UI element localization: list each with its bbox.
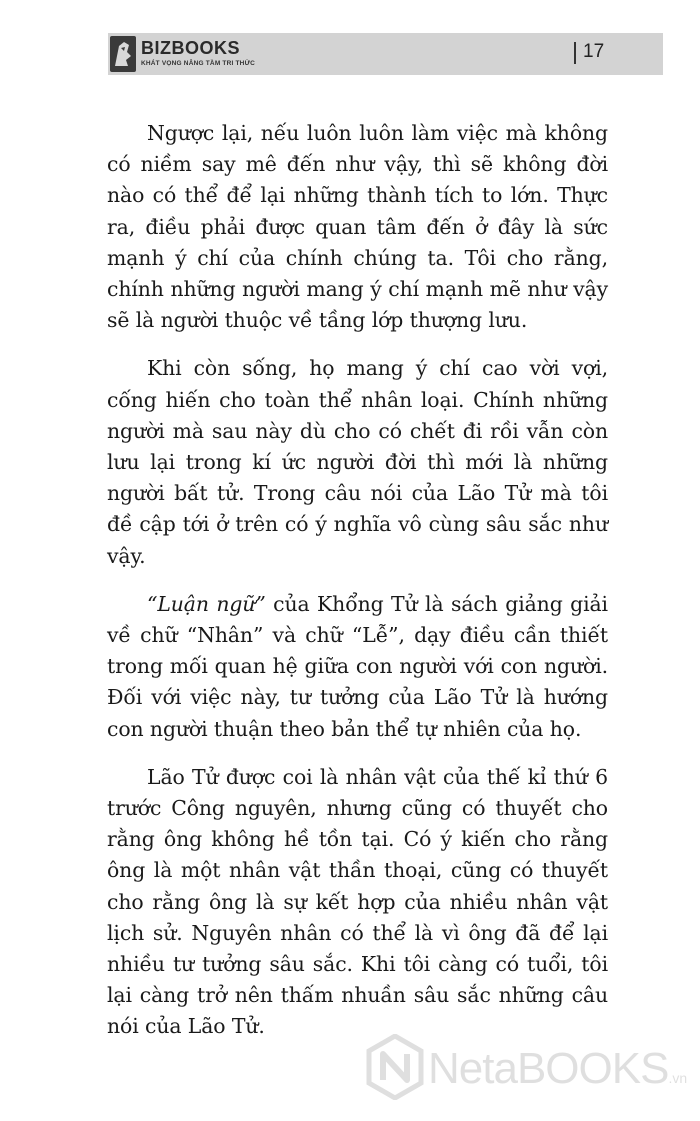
paragraph-3 bbox=[107, 589, 608, 745]
paragraph-4 bbox=[107, 762, 608, 1043]
paragraph-1-text: Ngược lại, nếu luôn luôn làm việc mà không có niềm say mê đến như vậy, thì sẽ không đời nào có thể để lại những thành tích to lớn. Thực ra, điều phải được quan tâm đến ở đây là sức mạnh ý chí của chính chúng ta. Tôi cho rằng, chính những người mang ý chí mạnh mẽ như vậy sẽ là người thuộc về tầng lớp thượng lưu. bbox=[107, 121, 608, 333]
brand-tagline: KHÁT VỌNG NÂNG TẦM TRI THỨC bbox=[141, 60, 256, 67]
watermark-suffix: .vn bbox=[668, 1070, 688, 1086]
page-number-divider bbox=[574, 42, 576, 64]
paragraph-2 bbox=[107, 353, 608, 571]
paragraph-4-text: Lão Tử được coi là nhân vật của thế kỉ thứ 6 trước Công nguyên, nhưng cũng có thuyết cho rằng ông không hề tồn tại. Có ý kiến cho rằng ông là một nhân vật thần thoại, cũng có thuyết cho rằng ông là sự kết hợp của nhiều nhân vật lịch sử. Nguyên nhân có thể là vì ông đã để lại nhiều tư tưởng sâu sắc. Khi tôi càng có tuổi, tôi lại càng trở nên thấm nhuần sâu sắc những câu nói của Lão Tử. bbox=[107, 764, 608, 1039]
paragraph-2-text: Khi còn sống, họ mang ý chí cao vời vợi, cống hiến cho toàn thể nhân loại. Chính những người mà sau này dù cho có chết đi rồi vẫn còn lưu lại trong kí ức người đời thì mới là những người bất tử. Trong câu nói của Lão Tử mà tôi đề cập tới ở trên có ý nghĩa vô cùng sâu sắc như vậy. bbox=[107, 356, 608, 568]
page-number: 17 bbox=[583, 41, 605, 62]
paragraph-3-text: của Khổng Tử là sách giảng giải về chữ “Nhân” và chữ “Lễ”, dạy điều cần thiết trong mối quan hệ giữa con người với con người. Đối với việc này, tư tưởng của Lão Tử là hướng con người thuận theo bản thể tự nhiên của họ. bbox=[107, 591, 608, 741]
body-text bbox=[107, 118, 608, 1060]
watermark-text bbox=[428, 1044, 687, 1103]
netabooks-logo-icon bbox=[366, 1034, 424, 1100]
book-title-luan-ngu: “Luận ngữ” bbox=[147, 591, 266, 616]
watermark bbox=[366, 1032, 696, 1112]
brand-name: BIZBOOKS bbox=[141, 38, 241, 58]
watermark-brand: NetaBOOKS bbox=[428, 1044, 669, 1093]
paragraph-1 bbox=[107, 118, 608, 336]
bizbooks-logo-icon bbox=[110, 36, 136, 72]
